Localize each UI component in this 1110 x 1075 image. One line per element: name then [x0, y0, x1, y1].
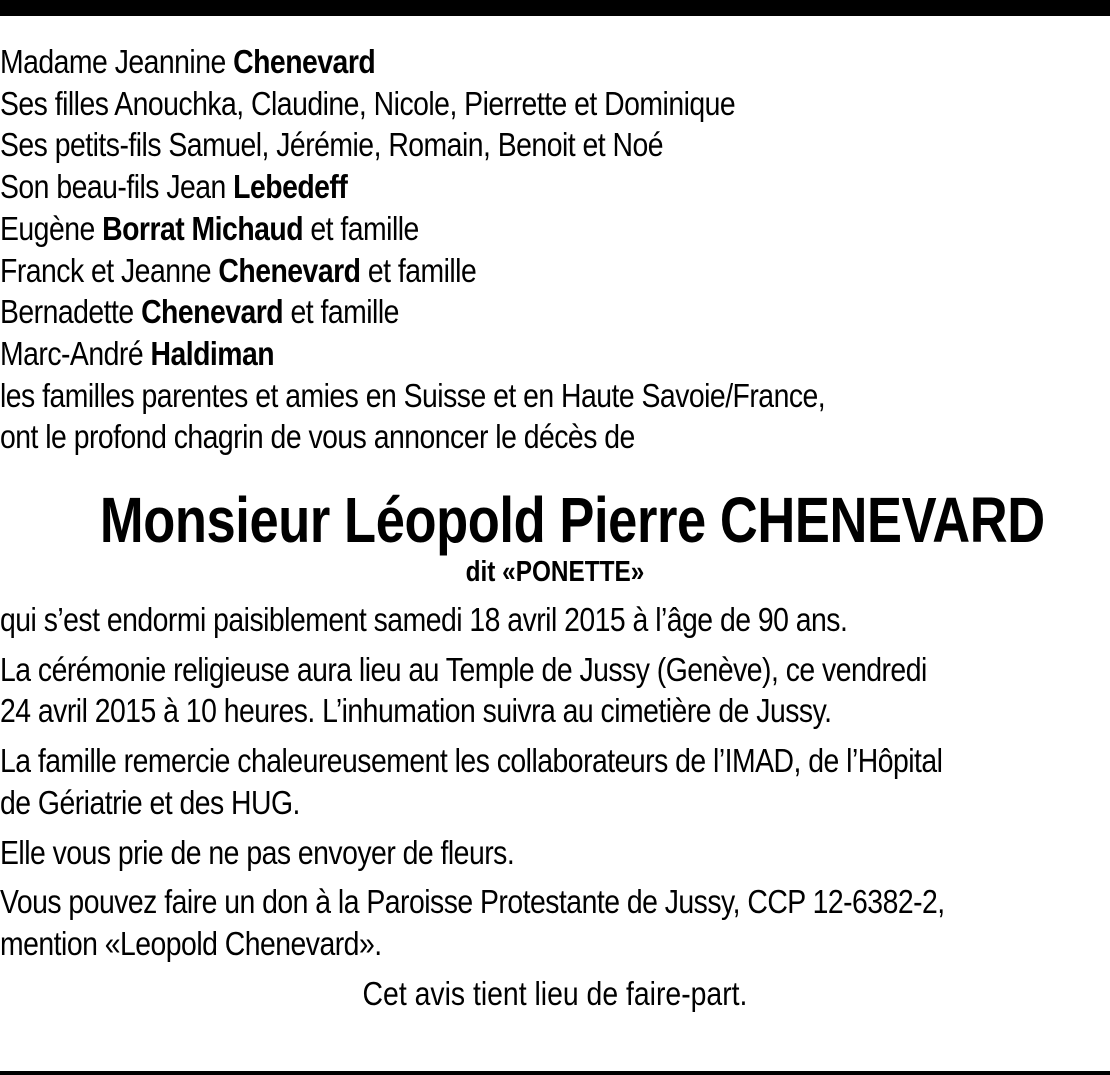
paragraph-line: Vous pouvez faire un don à la Paroisse Protestante de Jussy, CCP 12-6382-2, [0, 883, 945, 921]
paragraph-ceremony [0, 649, 955, 732]
family-line: Ses petits-fils Samuel, Jérémie, Romain, Benoit et Noé [0, 126, 664, 164]
deceased-name: Monsieur Léopold Pierre CHENEVARD [99, 484, 1045, 557]
family-surname: Chenevard [141, 293, 284, 331]
paragraph-donation [0, 881, 955, 964]
paragraph-line: qui s’est endormi paisiblement samedi 18 avril 2015 à l’âge de 90 ans. [0, 601, 848, 639]
paragraph-thanks [0, 740, 955, 823]
paragraph-line: Elle vous prie de ne pas envoyer de fleurs. [0, 833, 515, 871]
family-list [0, 41, 1110, 458]
family-surname: Lebedeff [233, 168, 348, 206]
family-surname: Haldiman [150, 334, 275, 372]
paragraph-line: 24 avril 2015 à 10 heures. L’inhumation suivra au cimetière de Jussy. [0, 692, 832, 730]
closing-note: Cet avis tient lieu de faire-part. [362, 974, 748, 1012]
family-surname: Borrat Michaud [102, 209, 304, 247]
family-line: Eugène Borrat Michaud et famille [0, 209, 419, 247]
paragraph-line: mention «Leopold Chenevard». [0, 924, 382, 962]
family-line: Marc-André Haldiman [0, 334, 275, 372]
top-rule [0, 0, 1110, 16]
family-surname: Chenevard [233, 43, 376, 80]
family-line: Bernadette Chenevard et famille [0, 293, 399, 331]
family-line: Madame Jeannine Chenevard [0, 43, 376, 80]
obituary-notice [0, 41, 1110, 1014]
paragraph-no-flowers [0, 832, 955, 874]
paragraph-line: La cérémonie religieuse aura lieu au Temple de Jussy (Genève), ce vendredi [0, 650, 927, 688]
announcement-line: ont le profond chagrin de vous annoncer le décès de [0, 418, 635, 456]
family-line: Franck et Jeanne Chenevard et famille [0, 251, 477, 289]
paragraph-passing [0, 599, 955, 641]
paragraph-line: de Gériatrie et des HUG. [0, 783, 300, 821]
family-surname: Chenevard [218, 251, 361, 289]
family-line: Son beau-fils Jean Lebedeff [0, 168, 348, 206]
family-line: les familles parentes et amies en Suisse et en Haute Savoie/France, [0, 376, 826, 414]
nickname: dit «PONETTE» [465, 556, 645, 589]
family-line: Ses filles Anouchka, Claudine, Nicole, Pierrette et Dominique [0, 84, 736, 122]
paragraph-line: La famille remercie chaleureusement les collaborateurs de l’IMAD, de l’Hôpital [0, 742, 943, 780]
bottom-rule [0, 1071, 1110, 1075]
